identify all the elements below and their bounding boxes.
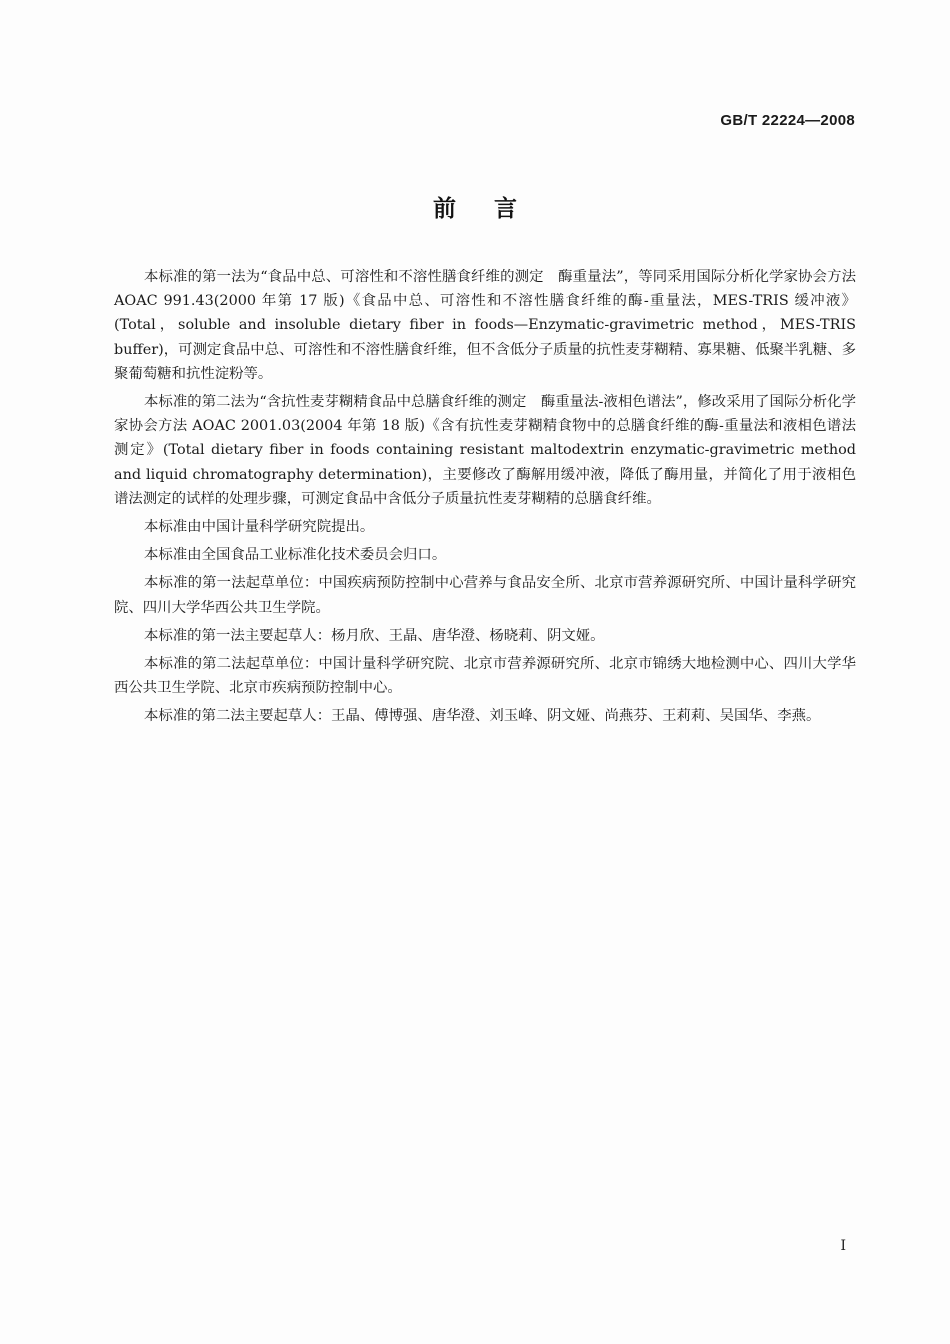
paragraph-method-two-drafting-units: 本标准的第二法起草单位：中国计量科学研究院、北京市营养源研究所、北京市锦绣大地检测中心、四川大学华西公共卫生学院、北京市疾病预防控制中心。 <box>114 656 856 697</box>
standard-number: GB/T 22224—2008 <box>720 112 855 129</box>
page-title: 前言 <box>433 196 555 222</box>
foreword-body <box>114 265 856 733</box>
paragraph-method-one: 本标准的第一法为“食品中总、可溶性和不溶性膳食纤维的测定 酶重量法”，等同采用国际分析化学家协会方法 AOAC 991.43(2000 年第 17 版)《食品中总、可溶性和不溶性膳食纤维的酶-重量法，MES-TRIS 缓冲液》(Total，soluble and insoluble dietary fiber in foods—Enzymatic-gravimetric method，MES-TRIS buffer)，可测定食品中总、可溶性和不溶性膳食纤维，但不含低分子质量的抗性麦芽糊精、寡果糖、低聚半乳糖、多聚葡萄糖和抗性淀粉等。 <box>114 269 856 382</box>
paragraph-method-one-drafting-units: 本标准的第一法起草单位：中国疾病预防控制中心营养与食品安全所、北京市营养源研究所、中国计量科学研究院、四川大学华西公共卫生学院。 <box>114 575 856 616</box>
paragraph-proposer: 本标准由中国计量科学研究院提出。 <box>144 519 375 536</box>
page-number: I <box>840 1238 846 1254</box>
paragraph-method-two: 本标准的第二法为“含抗性麦芽糊精食品中总膳食纤维的测定 酶重量法-液相色谱法”，修改采用了国际分析化学家协会方法 AOAC 2001.03(2004 年第 18 版)《含有抗性麦芽糊精食物中的总膳食纤维的酶-重量法和液相色谱法测定》(Total dietary fiber in foods containing resistant maltodextrin enzymatic-gravimetric method and liquid chromatography determination)，主要修改了酶解用缓冲液，降低了酶用量，并简化了用于液相色谱法测定的试样的处理步骤，可测定食品中含低分子质量抗性麦芽糊精的总膳食纤维。 <box>114 394 856 507</box>
paragraph-method-two-drafters: 本标准的第二法主要起草人：王晶、傅博强、唐华澄、刘玉峰、阴文娅、尚燕芬、王莉莉、吴国华、李燕。 <box>144 708 821 725</box>
paragraph-committee: 本标准由全国食品工业标准化技术委员会归口。 <box>144 547 447 564</box>
paragraph-method-one-drafters: 本标准的第一法主要起草人：杨月欣、王晶、唐华澄、杨晓莉、阴文娅。 <box>144 627 605 644</box>
